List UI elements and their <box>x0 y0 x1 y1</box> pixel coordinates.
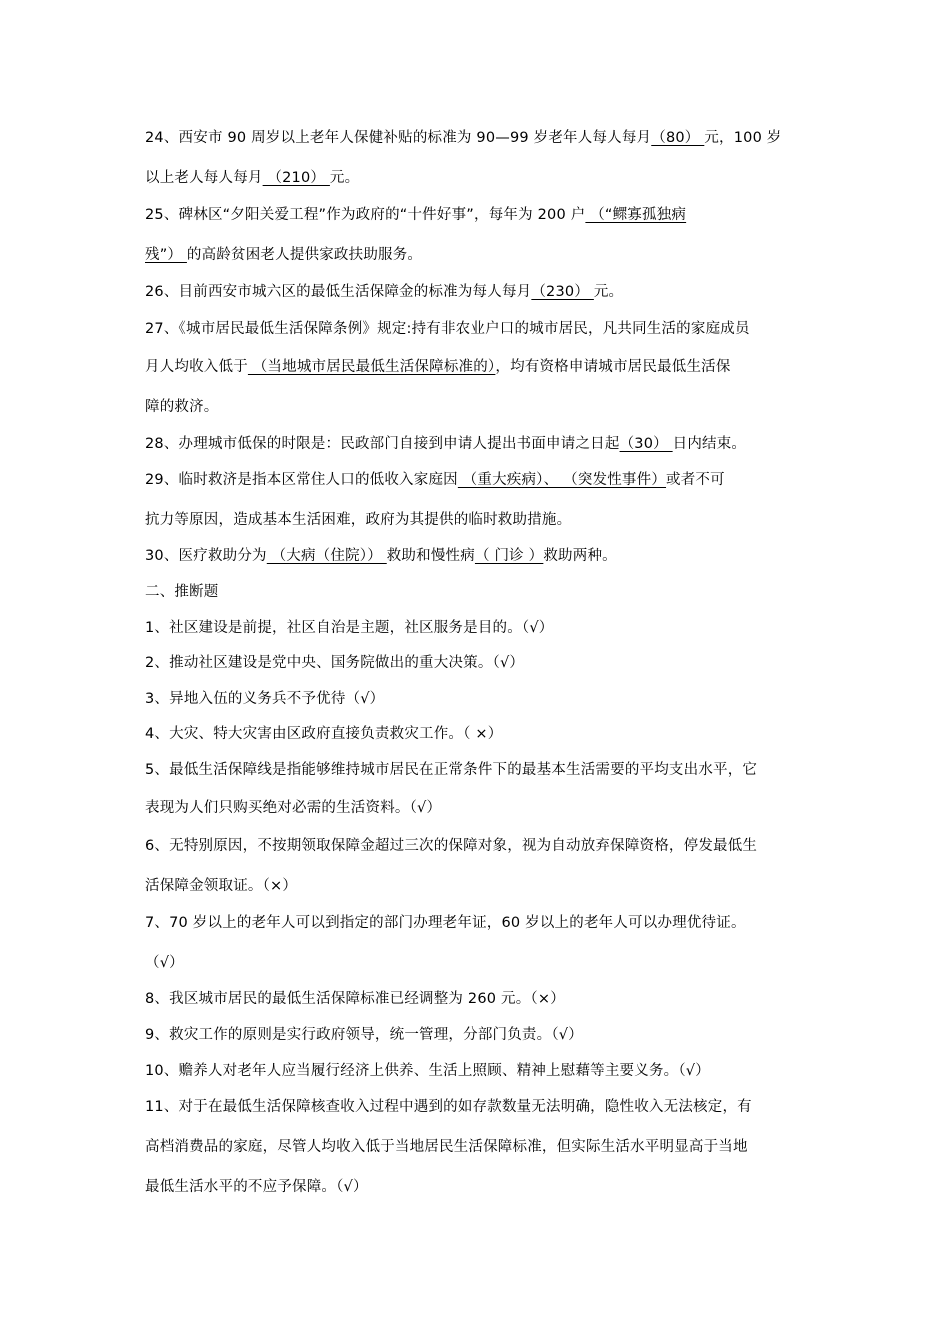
answer-blank: （重大疾病）、 （突发性事件） <box>457 472 667 488</box>
judgment-line: 高档消费品的家庭，尽管人均收入低于当地居民生活保障标准，但实际生活水平明显高于当地 <box>145 1139 748 1155</box>
fill-in-line <box>145 546 617 566</box>
question-text: 日内结束。 <box>672 436 747 452</box>
fill-in-line <box>145 168 359 188</box>
answer-blank: （ 门诊 ） <box>474 548 544 564</box>
question-text: 元。 <box>593 284 624 300</box>
question-text: 救助和慢性病 <box>386 548 475 564</box>
question-text: 抗力等原因，造成基本生活困难，政府为其提供的临时救助措施。 <box>145 512 572 528</box>
judgment-line: 8、我区城市居民的最低生活保障标准已经调整为 260 元。（×） <box>145 991 565 1007</box>
judgment-line: 11、对于在最低生活保障核查收入过程中遇到的如存款数量无法明确，隐性收入无法核定，有 <box>145 1099 752 1115</box>
judgment-line: （√） <box>145 955 184 971</box>
question-text: 25、碑林区“夕阳关爱工程”作为政府的“十件好事”，每年为 200 户 <box>145 207 586 223</box>
fill-in-line <box>145 434 746 454</box>
fill-in-line <box>145 205 686 225</box>
judgment-line: 9、救灾工作的原则是实行政府领导，统一管理，分部门负责。（√） <box>145 1027 583 1043</box>
judgment-line: 6、无特别原因，不按期领取保障金超过三次的保障对象，视为自动放弃保障资格，停发最低生 <box>145 838 758 854</box>
answer-blank: （230） <box>531 284 594 300</box>
answer-blank: （80） <box>651 130 705 146</box>
judgment-line: 活保障金领取证。（×） <box>145 878 298 894</box>
judgment-line: 5、最低生活保障线是指能够维持城市居民在正常条件下的最基本生活需要的平均支出水平，它 <box>145 762 758 778</box>
judgment-line: 4、大灾、特大灾害由区政府直接负责救灾工作。（ ×） <box>145 726 503 742</box>
question-text: 元。 <box>329 170 360 186</box>
question-text: 30、医疗救助分为 <box>145 548 267 564</box>
judgment-line: 3、异地入伍的义务兵不予优待（√） <box>145 691 385 707</box>
question-text: 26、目前西安市城六区的最低生活保障金的标准为每人每月 <box>145 284 532 300</box>
question-text: 24、西安市 90 周岁以上老年人保健补贴的标准为 90—99 岁老年人每人每月 <box>145 130 652 146</box>
fill-in-line <box>145 470 725 490</box>
question-text: 以上老人每人每月 <box>145 170 263 186</box>
fill-in-line <box>145 245 422 265</box>
fill-in-line <box>145 397 219 417</box>
answer-blank: 残”） <box>145 247 187 263</box>
judgment-line: 表现为人们只购买绝对必需的生活资料。（√） <box>145 800 442 816</box>
fill-in-line <box>145 510 571 530</box>
judgment-line: 7、70 岁以上的老年人可以到指定的部门办理老年证，60 岁以上的老年人可以办理优待证。 <box>145 915 746 931</box>
question-text: 27、《城市居民最低生活保障条例》规定:持有非农业户口的城市居民，凡共同生活的家庭成员 <box>145 321 750 337</box>
answer-blank: （大病（住院）） <box>266 548 387 564</box>
question-text: 或者不可 <box>666 472 725 488</box>
judgment-line: 最低生活水平的不应予保障。（√） <box>145 1179 368 1195</box>
question-text: 的高龄贫困老人提供家政扶助服务。 <box>186 247 423 263</box>
fill-in-line <box>145 357 731 377</box>
question-text: 救助两种。 <box>543 548 617 564</box>
question-text: 元，100 岁 <box>704 130 782 146</box>
fill-in-line <box>145 282 623 302</box>
judgment-line: 2、推动社区建设是党中央、国务院做出的重大决策。（√） <box>145 655 525 671</box>
answer-blank: （“鳏寡孤独病 <box>585 207 687 223</box>
answer-blank: （210） <box>262 170 330 186</box>
section-heading: 二、推断题 <box>145 584 219 600</box>
fill-in-line <box>145 128 782 148</box>
answer-blank: （30） <box>619 436 673 452</box>
question-text: 28、办理城市低保的时限是：民政部门自接到申请人提出书面申请之日起 <box>145 436 620 452</box>
question-text: 月人均收入低于 <box>145 359 248 375</box>
question-text: 障的救济。 <box>145 399 219 415</box>
answer-blank: （当地城市居民最低生活保障标准的） <box>247 359 496 375</box>
question-text: ，均有资格申请城市居民最低生活保 <box>495 359 731 375</box>
question-text: 29、临时救济是指本区常住人口的低收入家庭因 <box>145 472 458 488</box>
judgment-line: 10、赡养人对老年人应当履行经济上供养、生活上照顾、精神上慰藉等主要义务。（√） <box>145 1063 710 1079</box>
fill-in-line <box>145 319 750 339</box>
judgment-line: 1、社区建设是前提，社区自治是主题，社区服务是目的。（√） <box>145 620 554 636</box>
